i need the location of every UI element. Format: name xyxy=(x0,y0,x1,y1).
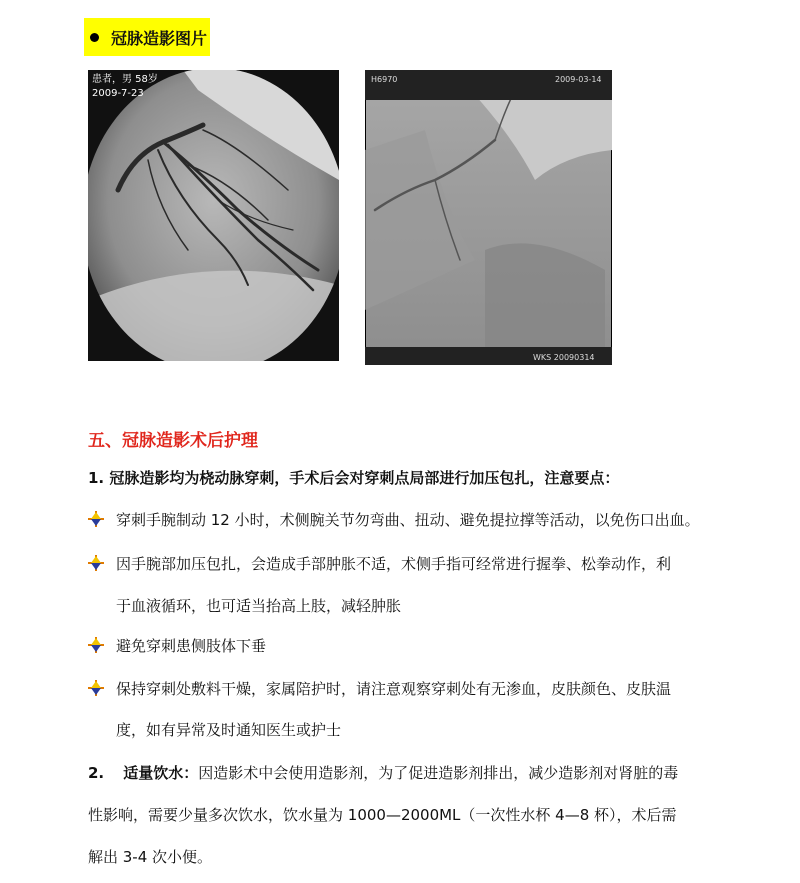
point2-line1 xyxy=(88,762,678,784)
angiogram-right-overlay-tr: 2009-03-14 xyxy=(555,75,602,84)
angiogram-right-overlay-br: WKS 20090314 xyxy=(533,353,595,362)
point2-text-1: 因造影术中会使用造影剂，为了促进造影剂排出，减少造影剂对肾脏的毒 xyxy=(198,764,679,782)
angiogram-right-overlay-tl: H6970 xyxy=(371,75,398,84)
bullet-3-text: 避免穿刺患侧肢体下垂 xyxy=(116,637,267,655)
arrow-bullet-icon xyxy=(88,555,104,571)
point2-number: 2. xyxy=(88,764,105,782)
bullet-4-text: 保持穿刺处敷料干燥，家属陪护时，请注意观察穿刺处有无渗血，皮肤颜色、皮肤温 xyxy=(116,680,672,698)
bullet-dot-icon xyxy=(90,33,99,42)
angiogram-left-overlay-info: 患者，男 58岁 xyxy=(92,74,158,85)
angiogram-left-overlay-date: 2009-7-23 xyxy=(92,88,144,99)
arrow-bullet-icon xyxy=(88,680,104,696)
point2-title: 适量饮水： xyxy=(123,764,199,782)
angiogram-left-graphic xyxy=(88,70,339,361)
heading-label: 冠脉造影图片 xyxy=(111,28,208,48)
bullet-1-text: 穿刺手腕制动 12 小时，术侧腕关节勿弯曲、扭动、避免提拉撑等活动，以免伤口出血。 xyxy=(116,511,700,529)
point2-text-3: 解出 3-4 次小便。 xyxy=(88,848,213,866)
arrow-bullet-icon xyxy=(88,511,104,527)
section-title: 五、冠脉造影术后护理 xyxy=(88,431,258,451)
heading-highlight xyxy=(84,18,210,56)
bullet-2-text: 因手腕部加压包扎，会造成手部肿胀不适，术侧手指可经常进行握拳、松拳动作，利 xyxy=(116,555,672,573)
angiogram-right-image xyxy=(365,70,612,365)
point1-title: 1. 冠脉造影均为桡动脉穿刺，手术后会对穿刺点局部进行加压包扎，注意要点： xyxy=(88,469,620,487)
angiogram-left-image xyxy=(88,70,339,361)
angiogram-right-graphic xyxy=(365,70,612,365)
point2-text-2: 性影响，需要少量多次饮水，饮水量为 1000—2000ML（一次性水杯 4—8 杯），术后需 xyxy=(88,806,677,824)
bullet-2-text-cont: 于血液循环，也可适当抬高上肢，减轻肿胀 xyxy=(116,597,402,615)
bullet-4-text-cont: 度，如有异常及时通知医生或护士 xyxy=(116,721,342,739)
arrow-bullet-icon xyxy=(88,637,104,653)
